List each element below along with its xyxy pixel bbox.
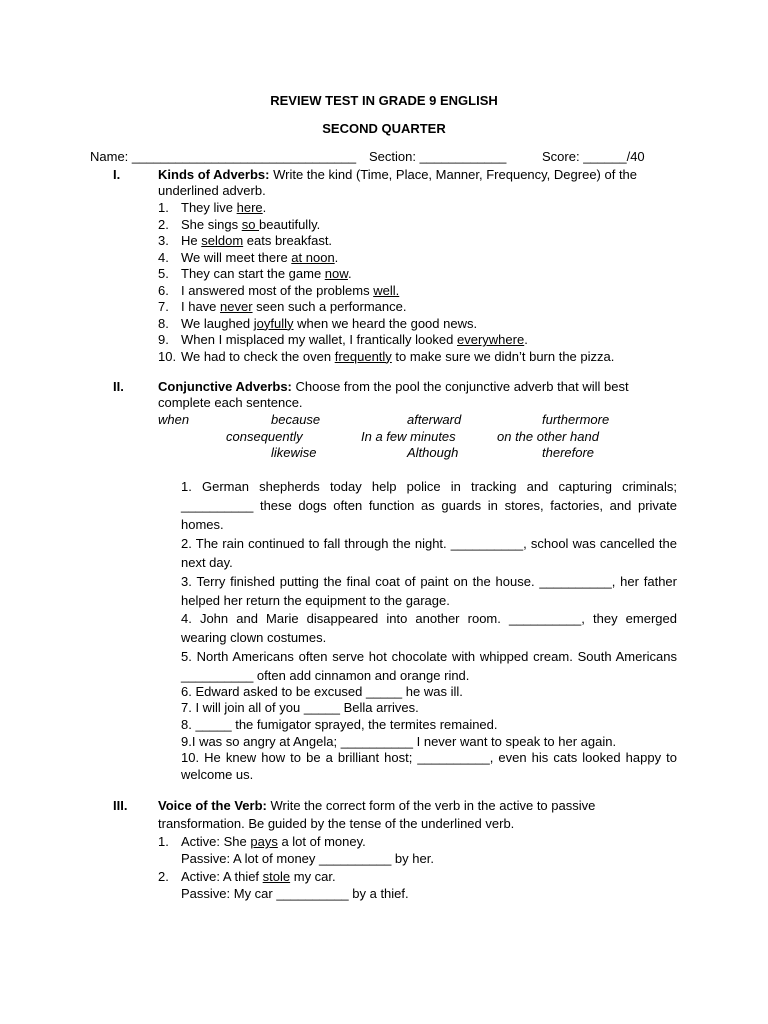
item-text: to make sure we didn’t burn the pizza.: [391, 348, 615, 364]
active-text: Active: A thief: [181, 869, 263, 884]
part2-heading: Conjunctive Adverbs:: [158, 379, 292, 394]
pool-word: In a few minutes: [361, 429, 456, 444]
page-subtitle: SECOND QUARTER: [322, 121, 446, 136]
part1-instruction: [158, 167, 637, 184]
underlined-verb: pays: [250, 834, 278, 849]
part1-item: [158, 349, 614, 366]
part2-item: 8. _____ the fumigator sprayed, the termites remained.: [181, 717, 498, 732]
item-number: 8.: [158, 315, 169, 331]
item-text: When I misplaced my wallet, I frantically looked: [181, 332, 457, 347]
part1-item: [158, 316, 477, 333]
pool-word: likewise: [271, 445, 317, 460]
item-number: 5.: [158, 266, 169, 281]
page-title: REVIEW TEST IN GRADE 9 ENGLISH: [270, 93, 498, 108]
part2-item: 1. German shepherds today help police in tracking and capturing criminals; __________ these dogs often function as guards in stores, factories, and private homes.: [181, 479, 677, 532]
part2-instruction-cont: complete each sentence.: [158, 395, 303, 410]
pool-word: because: [271, 412, 321, 427]
item-number: 7.: [158, 299, 169, 314]
item-text: He: [181, 233, 202, 248]
item-text: .: [334, 249, 339, 265]
underlined-adverb: well.: [373, 282, 400, 298]
pool-word: therefore: [542, 445, 595, 460]
score-label: Score:: [542, 149, 580, 164]
part2-roman: II.: [113, 379, 124, 394]
item-number: 6.: [158, 282, 169, 298]
part3-item-passive: Passive: My car __________ by a thief.: [181, 886, 409, 901]
underlined-adverb: so: [241, 216, 260, 232]
part3-heading: Voice of the Verb:: [158, 798, 267, 813]
pool-word: furthermore: [542, 412, 610, 427]
part2-item: 6. Edward asked to be excused _____ he was ill.: [181, 684, 463, 699]
item-number: 4.: [158, 249, 169, 265]
section-blank: ____________: [419, 149, 507, 164]
item-number: 2.: [158, 869, 169, 884]
part2-instruction: [158, 379, 678, 396]
underlined-adverb: joyfully: [253, 315, 294, 331]
part1-item: [158, 250, 338, 267]
item-text: I have: [181, 299, 221, 314]
part2-item: 4. John and Marie disappeared into another room. __________, they emerged wearing clown costumes.: [181, 611, 677, 645]
part1-roman: I.: [113, 167, 121, 182]
underlined-adverb: never: [220, 299, 253, 314]
section-label: Section:: [369, 149, 416, 164]
item-text: We laughed: [181, 315, 254, 331]
pool-word: when: [158, 412, 190, 427]
underlined-adverb: everywhere: [457, 332, 525, 347]
active-text: a lot of money.: [277, 834, 366, 849]
active-text: my car.: [290, 869, 336, 884]
name-label: Name:: [90, 149, 129, 164]
underlined-verb: stole: [262, 869, 291, 884]
part2-item: 2. The rain continued to fall through the night. __________, school was cancelled the next day.: [181, 536, 677, 570]
part1-item: [158, 200, 266, 217]
part3-instruction: [158, 798, 678, 815]
part2-item: 10. He knew how to be a brilliant host; __________, even his cats looked happy to welcome us.: [181, 750, 677, 782]
part1-instruction-text: Write the kind (Time, Place, Manner, Frequency, Degree) of the: [269, 167, 638, 182]
item-text: We had to check the oven: [181, 348, 335, 364]
part1-item: [158, 266, 352, 283]
underlined-adverb: at noon: [291, 249, 335, 265]
underlined-adverb: now: [324, 266, 348, 281]
item-text: We will meet there: [181, 249, 292, 265]
part2-instruction-text: Choose from the pool the conjunctive adverb that will best: [291, 379, 629, 394]
item-number: 1.: [158, 200, 169, 215]
part3-instruction-text: Write the correct form of the verb in the active to passive: [266, 798, 596, 813]
score-field: [542, 149, 645, 166]
part3-item-active: [158, 869, 336, 886]
item-text: beautifully.: [259, 216, 321, 232]
pool-word: on the other hand: [497, 429, 599, 444]
underlined-adverb: frequently: [334, 348, 392, 364]
underlined-adverb: seldom: [201, 233, 244, 248]
item-number: 3.: [158, 233, 169, 248]
section-field: [369, 149, 506, 166]
item-text: .: [262, 200, 267, 215]
item-text: .: [524, 332, 528, 347]
part1-item: [158, 283, 399, 300]
item-text: They live: [181, 200, 237, 215]
item-text: She sings: [181, 216, 242, 232]
part2-item: 3. Terry finished putting the final coat of paint on the house. __________, her father helped her return the equipment to the garage.: [181, 574, 677, 608]
pool-word: Although: [407, 445, 459, 460]
item-number: 1.: [158, 834, 169, 849]
underlined-adverb: here: [236, 200, 263, 215]
name-blank: _______________________________: [131, 149, 357, 164]
part1-item: [158, 217, 320, 234]
part3-instruction-cont: transformation. Be guided by the tense of the underlined verb.: [158, 816, 515, 831]
score-blank: ______/40: [583, 149, 645, 164]
active-text: Active: She: [181, 834, 251, 849]
item-number: 9.: [158, 332, 169, 347]
item-text: They can start the game: [181, 266, 325, 281]
part1-item: [158, 299, 406, 316]
item-number: 10.: [158, 348, 177, 364]
part1-instruction-cont: underlined adverb.: [158, 183, 266, 198]
part2-item: 5. North Americans often serve hot chocolate with whipped cream. South Americans __________ often add cinnamon and orange rind.: [181, 649, 677, 683]
part1-item: [158, 233, 332, 250]
item-text: seen such a performance.: [252, 299, 407, 314]
part3-roman: III.: [113, 798, 128, 813]
part2-item: 7. I will join all of you _____ Bella arrives.: [181, 700, 419, 715]
item-text: eats breakfast.: [243, 233, 333, 248]
pool-word: consequently: [226, 429, 303, 444]
part3-item-passive: Passive: A lot of money __________ by her.: [181, 851, 434, 866]
part1-item: [158, 332, 528, 349]
part3-item-active: [158, 834, 366, 851]
name-field: [90, 149, 356, 166]
item-text: I answered most of the problems: [181, 282, 374, 298]
part2-item: 9.I was so angry at Angela; __________ I never want to speak to her again.: [181, 734, 617, 749]
item-text: when we heard the good news.: [293, 315, 478, 331]
part1-heading: Kinds of Adverbs:: [158, 167, 270, 182]
item-number: 2.: [158, 216, 169, 232]
item-text: .: [347, 266, 352, 281]
pool-word: afterward: [407, 412, 462, 427]
